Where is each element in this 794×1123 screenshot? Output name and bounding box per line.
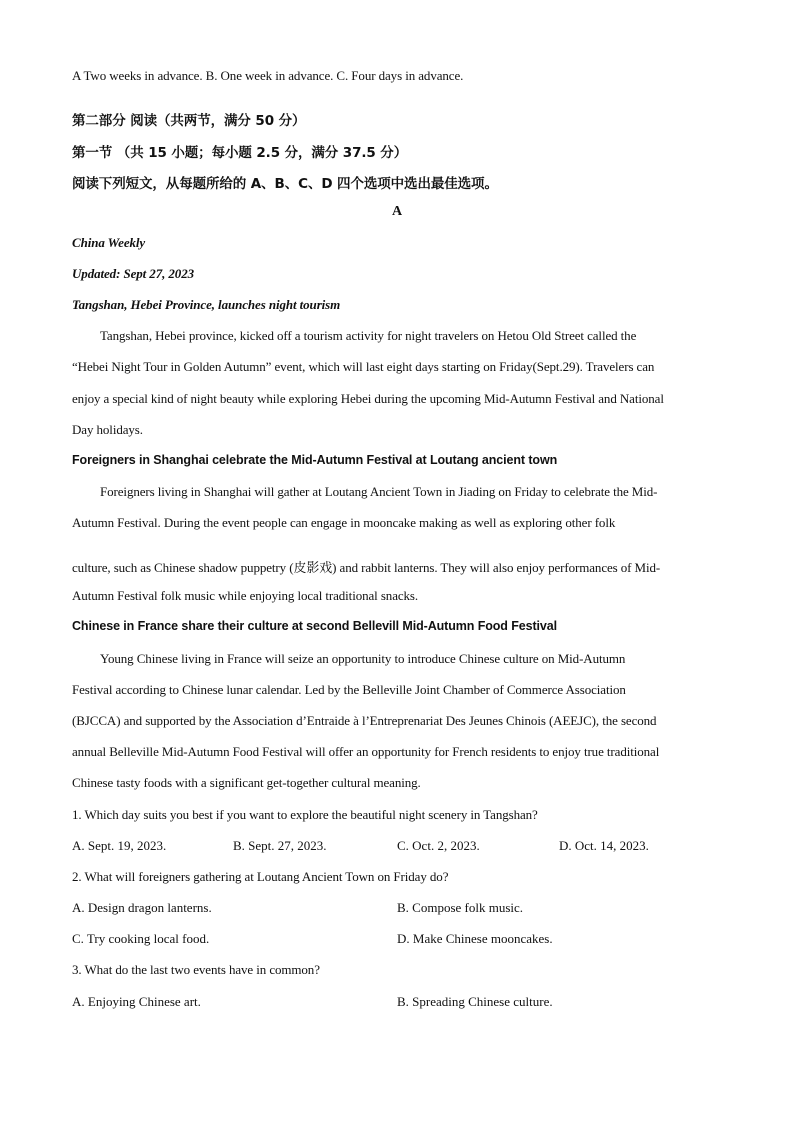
article-line: Day holidays. bbox=[72, 422, 143, 437]
subsection-heading: 第一节 （共 15 小题；每小题 2.5 分，满分 37.5 分） bbox=[72, 145, 408, 161]
question-stem: 1. Which day suits you best if you want to explore the beautiful night scenery in Tangshan? bbox=[72, 807, 538, 822]
question-stem: 2. What will foreigners gathering at Loutang Ancient Town on Friday do? bbox=[72, 869, 449, 884]
passage-label: A bbox=[391, 204, 402, 219]
article-line: Festival according to Chinese lunar calendar. Led by the Belleville Joint Chamber of Commerce Association bbox=[72, 682, 626, 697]
article-title: Tangshan, Hebei Province, launches night tourism bbox=[72, 297, 341, 312]
article-line: Chinese tasty foods with a significant get-together cultural meaning. bbox=[72, 775, 421, 790]
article-line: Tangshan, Hebei province, kicked off a tourism activity for night travelers on Hetou Old Street called the bbox=[100, 328, 637, 343]
section-heading: 第二部分 阅读（共两节，满分 50 分） bbox=[72, 113, 306, 129]
answer-option: C. Try cooking local food. bbox=[72, 931, 210, 946]
answer-option: C. Oct. 2, 2023. bbox=[397, 838, 480, 853]
article-line: (BJCCA) and supported by the Association d’Entraide à l’Entreprenariat Des Jeunes Chinois (AEEJC), the second bbox=[72, 713, 657, 728]
instructions: 阅读下列短文，从每题所给的 A、B、C、D 四个选项中选出最佳选项。 bbox=[72, 176, 498, 192]
answer-option: D. Make Chinese mooncakes. bbox=[397, 931, 553, 946]
article-line: Autumn Festival. During the event people can engage in mooncake making as well as exploring other folk bbox=[72, 515, 616, 530]
answer-option: B. Sept. 27, 2023. bbox=[233, 838, 327, 853]
previous-question-answers: A Two weeks in advance. B. One week in advance. C. Four days in advance. bbox=[72, 68, 464, 83]
article-line: culture, such as Chinese shadow puppetry (皮影戏) and rabbit lanterns. They will also enjoy performances of Mid- bbox=[72, 560, 661, 575]
answer-option: D. Oct. 14, 2023. bbox=[559, 838, 649, 853]
article-title: Foreigners in Shanghai celebrate the Mid-Autumn Festival at Loutang ancient town bbox=[72, 453, 558, 467]
article-line: annual Belleville Mid-Autumn Food Festival will offer an opportunity for French residents to enjoy true traditional bbox=[72, 744, 660, 759]
article-line: Foreigners living in Shanghai will gather at Loutang Ancient Town in Jiading on Friday to celebrate the Mid- bbox=[100, 484, 658, 499]
answer-option: A. Sept. 19, 2023. bbox=[72, 838, 167, 853]
publication-title: China Weekly bbox=[72, 235, 146, 250]
answer-option: B. Compose folk music. bbox=[397, 900, 524, 915]
article-title: Chinese in France share their culture at second Bellevill Mid-Autumn Food Festival bbox=[72, 619, 557, 633]
article-line: Young Chinese living in France will seize an opportunity to introduce Chinese culture on Mid-Autumn bbox=[100, 651, 626, 666]
article-line: Autumn Festival folk music while enjoying local traditional snacks. bbox=[72, 588, 419, 603]
question-stem: 3. What do the last two events have in common? bbox=[72, 962, 320, 977]
article-line: enjoy a special kind of night beauty while exploring Hebei during the upcoming Mid-Autumn Festival and National bbox=[72, 391, 664, 406]
updated-date: Updated: Sept 27, 2023 bbox=[72, 266, 195, 281]
answer-option: B. Spreading Chinese culture. bbox=[397, 994, 553, 1009]
article-line: “Hebei Night Tour in Golden Autumn” event, which will last eight days starting on Friday(Sept.29). Travelers can bbox=[72, 359, 655, 374]
answer-option: A. Enjoying Chinese art. bbox=[72, 994, 201, 1009]
answer-option: A. Design dragon lanterns. bbox=[72, 900, 212, 915]
